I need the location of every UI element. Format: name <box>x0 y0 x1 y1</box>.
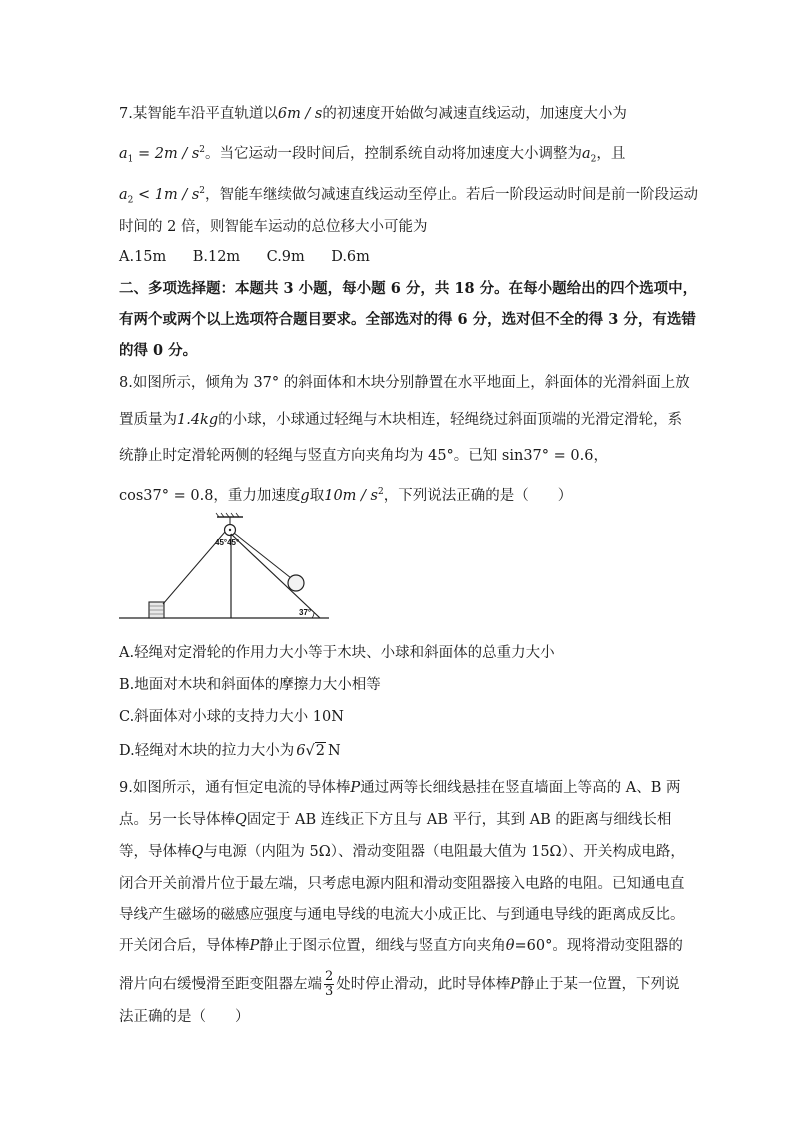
q7-text: 时间的 2 倍，则智能车运动的总位移大小可能为 <box>119 219 428 235</box>
angle-arc <box>312 612 314 618</box>
q9-text: =60°。现将滑动变阻器的 <box>514 938 683 954</box>
q9-text: 闭合开关前滑片位于最左端，只考虑电源内阻和滑动变阻器接入电路的电阻。已知通电直 <box>119 876 685 892</box>
q7-options <box>119 247 370 267</box>
section-heading: 二、多项选择题：本题共 3 小题，每小题 6 分，共 18 分。在每小题给出的四个选项中， <box>119 280 698 297</box>
q8-gravity-exponent: 2 <box>377 487 384 497</box>
q8-incline-figure <box>119 512 329 627</box>
q7-text: ，且 <box>596 145 626 162</box>
q8-text: 统静止时定滑轮两侧的轻绳与竖直方向夹角均为 45°。已知 sin37° = 0.6， <box>119 448 608 464</box>
q7-a2-bound: < 1m / s <box>133 186 200 203</box>
q8-text: 置质量为 <box>119 412 177 428</box>
q9-text: 等，导体棒 <box>119 844 192 860</box>
q7-a1-exponent: 2 <box>199 145 206 155</box>
q8-line-4 <box>119 482 572 506</box>
section2-line-3 <box>119 341 197 361</box>
q8-text: 的小球，小球通过轻绳与木块相连，轻绳绕过斜面顶端的光滑定滑轮，系 <box>218 412 683 428</box>
q7-text: 的初速度开始做匀减速直线运动，加速度大小为 <box>322 106 627 122</box>
q7-text: ，智能车继续做匀减速直线运动至停止。若后一阶段运动时间是前一阶段运动 <box>205 186 699 203</box>
q7-a2-symbol: a <box>582 145 591 162</box>
option-d-radicand: 2 <box>315 743 325 759</box>
q8-option-b <box>119 675 381 695</box>
section-instruction: 的得 0 分。 <box>119 342 198 359</box>
q8-text: cos37° = 0.8，重力加速度 <box>119 487 301 504</box>
q9-text: 静止于某一位置，下列说 <box>520 976 680 993</box>
q7-line-2 <box>119 140 625 170</box>
q9-line-1 <box>119 778 680 798</box>
q8-option-d <box>119 741 341 761</box>
q7-a1-value: = 2m / s <box>133 145 200 162</box>
q7-a2-subscript: 2 <box>590 154 597 165</box>
q9-line-8 <box>119 1007 250 1027</box>
q8-gravity-symbol: g <box>300 487 310 504</box>
q7-text: 7.某智能车沿平直轨道以 <box>119 106 278 122</box>
q9-text: 开关闭合后，导体棒 <box>119 938 250 954</box>
q9-line-5 <box>119 905 685 925</box>
fraction-numerator: 2 <box>325 969 334 984</box>
option-b-text: B.地面对木块和斜面体的摩擦力大小相等 <box>119 677 381 693</box>
q7-a2-exponent: 2 <box>199 186 206 196</box>
section2-line-1 <box>119 279 697 299</box>
q7-option-list: A.15m B.12m C.9m D.6m <box>119 249 370 265</box>
q9-line-4 <box>119 874 685 894</box>
q9-text: 导线产生磁场的磁感应强度与通电导线的电流大小成正比、与到通电导线的距离成反比。 <box>119 907 685 923</box>
q7-a2-subscript: 2 <box>127 195 134 206</box>
q8-line-3 <box>119 446 608 466</box>
q9-theta: θ <box>505 938 515 954</box>
q7-initial-velocity: 6m / s <box>277 106 323 122</box>
section2-line-2 <box>119 310 696 330</box>
option-a-text: A.轻绳对定滑轮的作用力大小等于木块、小球和斜面体的总重力大小 <box>119 645 555 661</box>
q9-text: 处时停止滑动，此时导体棒 <box>336 976 511 993</box>
q8-mass: 1.4kg <box>177 412 219 428</box>
q7-line-3 <box>119 181 698 211</box>
q9-text: 9.如图所示，通有恒定电流的导体棒 <box>119 780 351 796</box>
q8-text: ，下列说法正确的是（ ） <box>383 487 573 504</box>
option-d-unit: N <box>327 743 341 759</box>
q7-text: 。当它运动一段时间后，控制系统自动将加速度大小调整为 <box>205 145 583 162</box>
section-instruction: 有两个或两个以上选项符合题目要求。全部选对的得 6 分，选对但不全的得 3 分，有选错 <box>119 311 696 328</box>
bottom-angle-label: 37° <box>299 608 312 617</box>
q9-text: 法正确的是（ ） <box>119 1009 250 1025</box>
q8-line-1 <box>119 373 690 393</box>
q9-line-7 <box>119 970 680 999</box>
option-d-text: D.轻绳对木块的拉力大小为 <box>119 743 295 759</box>
option-c-text: C.斜面体对小球的支持力大小 10N <box>119 709 344 725</box>
q7-a1-symbol: a <box>119 145 128 162</box>
q9-rod-p: P <box>510 976 521 993</box>
q9-text: 固定于 AB 连线正下方且与 AB 平行，其到 AB 的距离与细线长相 <box>246 812 672 828</box>
rope-right <box>234 533 291 578</box>
q9-rod-q: Q <box>191 844 204 860</box>
incline-slope <box>231 534 320 618</box>
q9-text: 静止于图示位置，细线与竖直方向夹角 <box>259 938 506 954</box>
q8-option-a <box>119 643 555 663</box>
q9-line-2 <box>119 810 671 830</box>
q9-rod-p: P <box>350 780 361 796</box>
q7-line-4 <box>119 217 427 237</box>
q8-text: 取 <box>309 487 325 504</box>
q9-text: 滑片向右缓慢滑至距变阻器左端 <box>119 976 322 993</box>
q9-fraction <box>324 970 334 999</box>
pulley-axle <box>229 529 231 531</box>
top-angle-label: 45°45° <box>215 538 240 547</box>
q8-gravity-value: 10m / s <box>324 487 378 504</box>
small-ball <box>288 575 304 591</box>
q8-text: 8.如图所示，倾角为 37° 的斜面体和木块分别静置在水平地面上，斜面体的光滑斜面上放 <box>119 375 690 391</box>
q9-rod-q: Q <box>235 812 247 828</box>
fraction-denominator: 3 <box>325 984 334 999</box>
q9-line-3 <box>119 842 685 862</box>
q9-text: 点。另一长导体棒 <box>119 812 235 828</box>
q9-line-6 <box>119 936 683 956</box>
option-d-coefficient: 6 <box>296 743 306 759</box>
q7-line-1 <box>119 104 627 124</box>
q7-a2-symbol: a <box>119 186 128 203</box>
q7-a1-subscript: 1 <box>127 154 134 165</box>
q9-text: 与电源（内阻为 5Ω）、滑动变阻器（电阻最大值为 15Ω）、开关构成电路， <box>203 844 685 860</box>
q9-text: 通过两等长细线悬挂在竖直墙面上等高的 A、B 两 <box>360 780 681 796</box>
q8-line-2 <box>119 410 682 430</box>
sqrt-symbol: √ <box>305 743 315 759</box>
q8-option-c <box>119 707 344 727</box>
q9-rod-p: P <box>249 938 260 954</box>
